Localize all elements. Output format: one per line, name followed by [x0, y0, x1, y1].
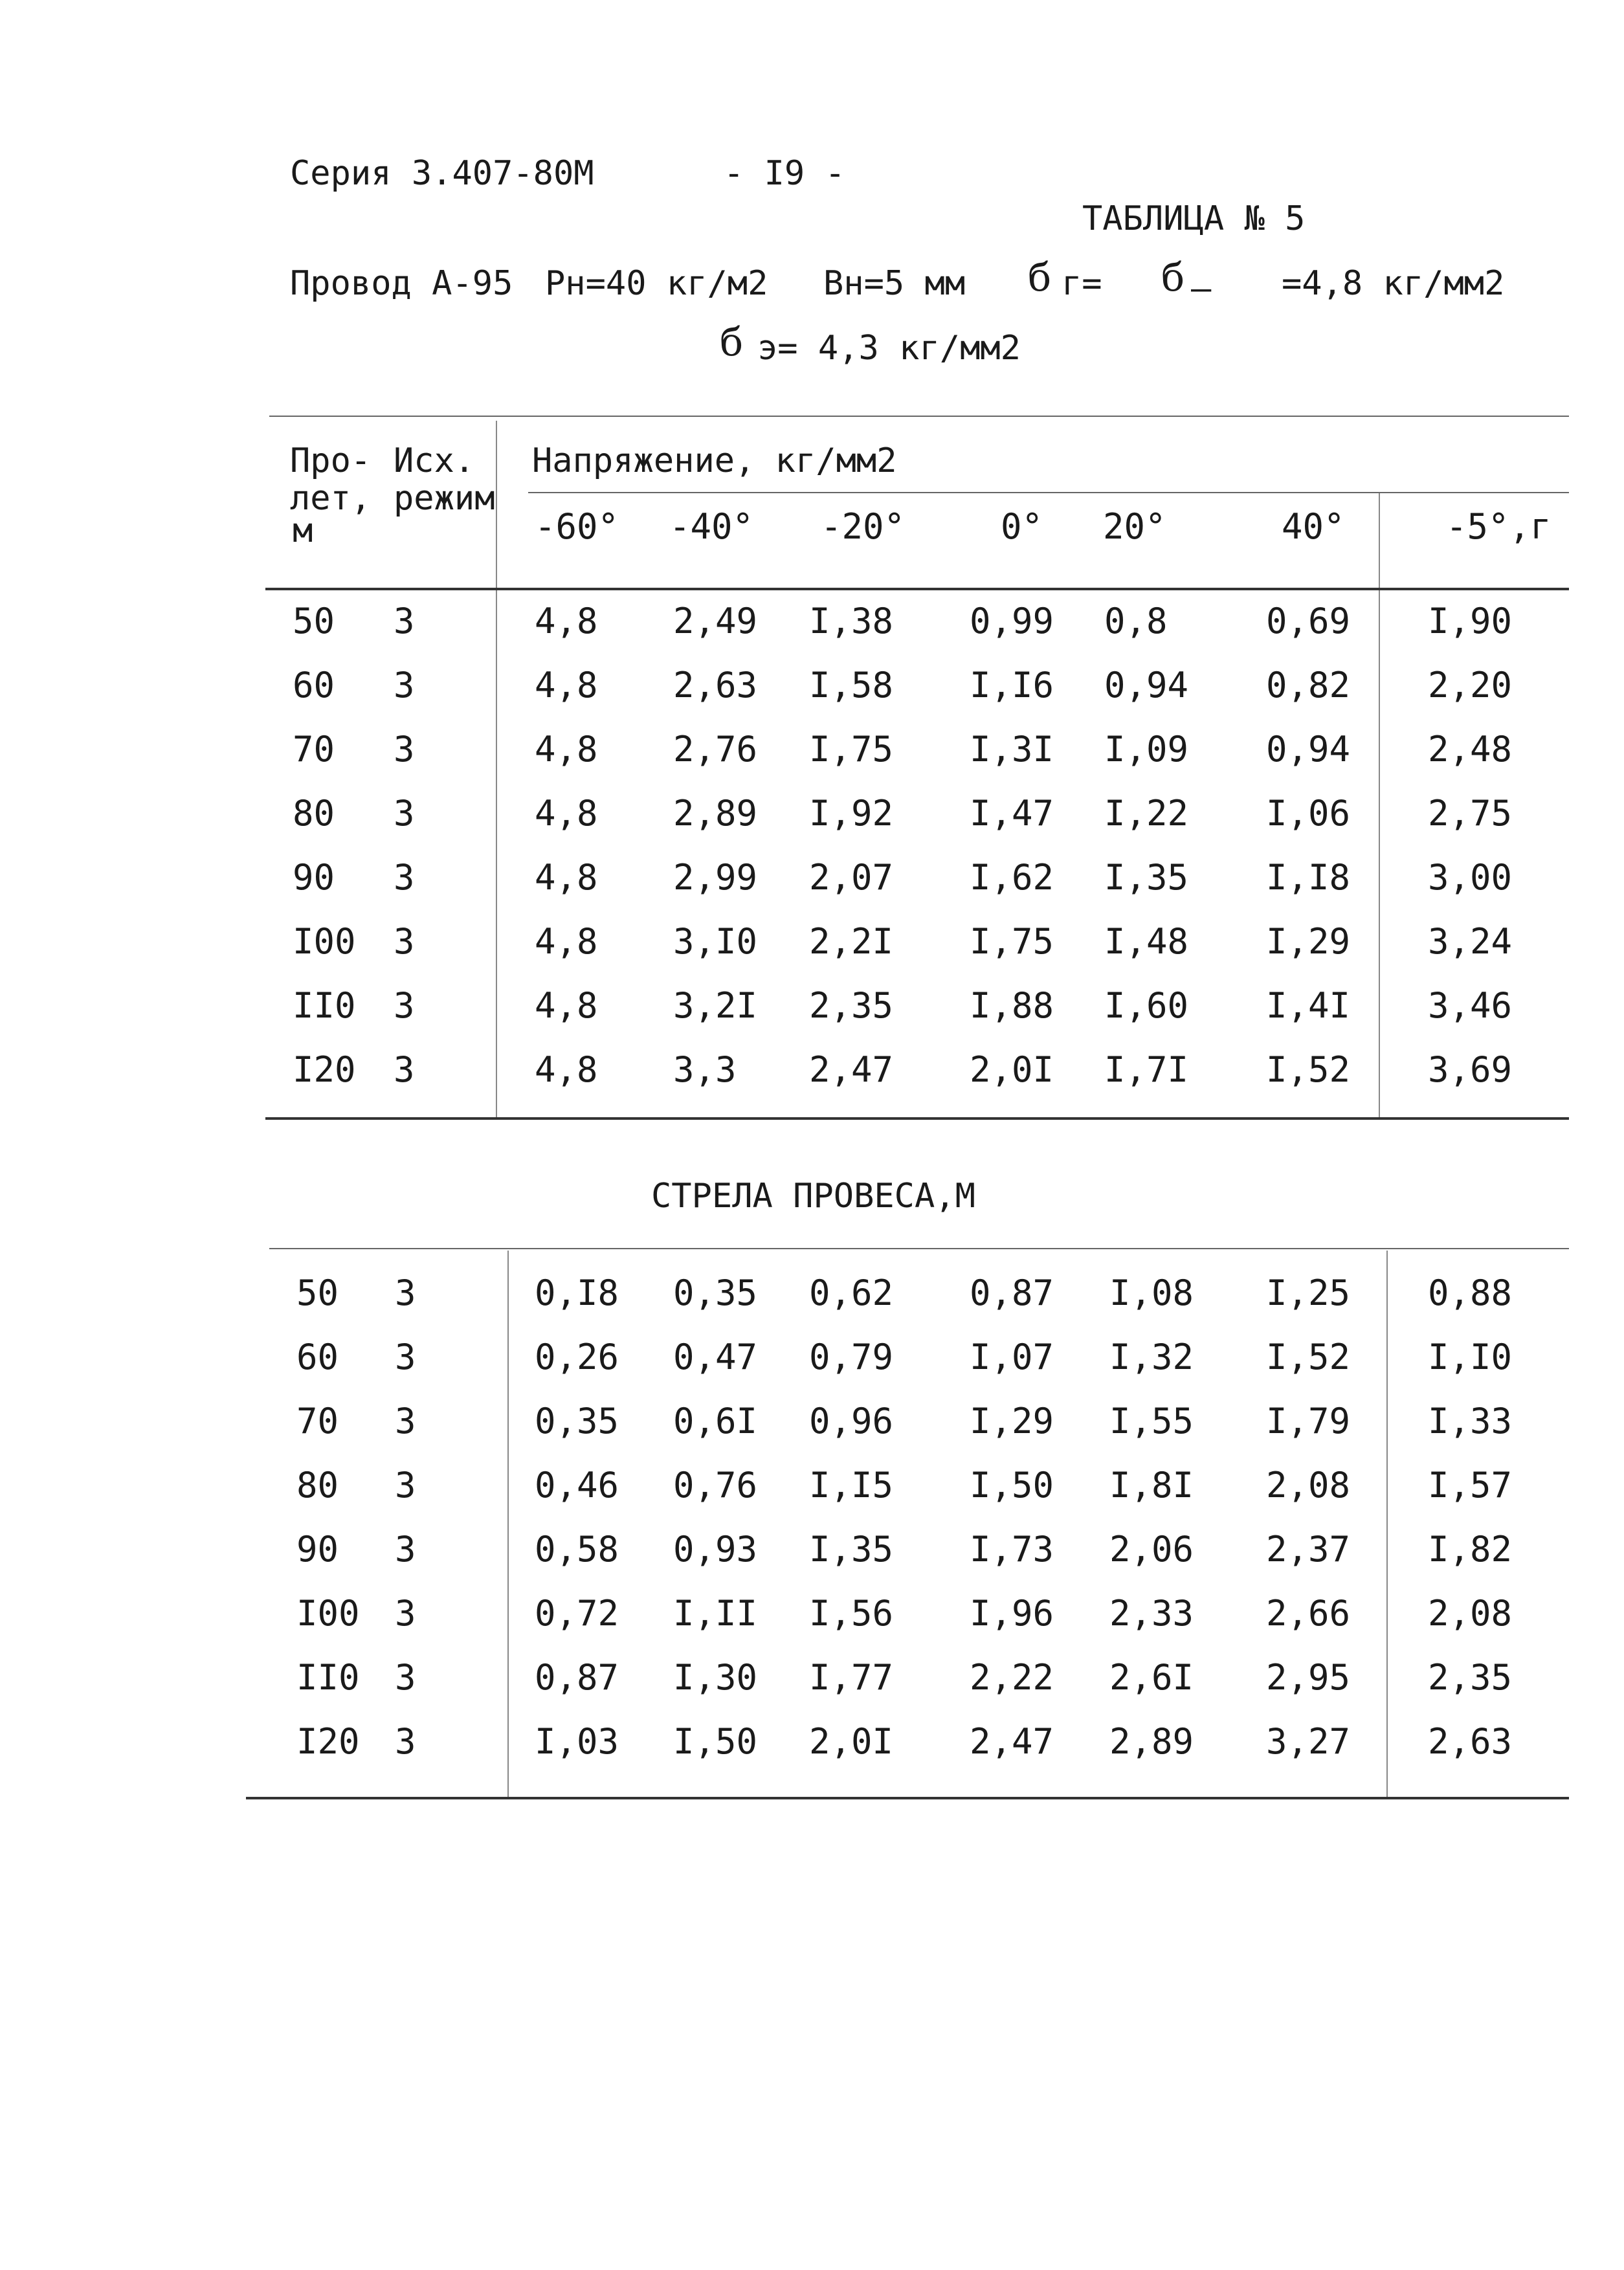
- table-cell: 0,47: [673, 1337, 758, 1377]
- table-cell: 0,58: [535, 1529, 619, 1570]
- table-cell: I,55: [1109, 1401, 1194, 1441]
- table-cell: 0,69: [1266, 601, 1351, 641]
- table-cell: 2,07: [809, 857, 894, 898]
- table-label: ТАБЛИЦА № 5: [1082, 199, 1306, 238]
- table-cell: II0: [293, 985, 356, 1026]
- table-cell: 3: [395, 1401, 416, 1441]
- table-cell: I,3I: [970, 729, 1054, 770]
- sigma-e-symbol: б: [720, 320, 744, 365]
- table-cell: I,56: [809, 1593, 894, 1634]
- table-cell: 0,96: [809, 1401, 894, 1441]
- table-cell: 4,8: [535, 601, 598, 641]
- table-cell: 4,8: [535, 665, 598, 706]
- table-cell: 60: [293, 665, 335, 706]
- table-cell: I,30: [673, 1657, 758, 1698]
- table-cell: I,8I: [1109, 1465, 1194, 1506]
- table-cell: I00: [293, 921, 356, 962]
- table-cell: 90: [296, 1529, 339, 1570]
- table-cell: I20: [296, 1721, 360, 1762]
- table-cell: I,75: [809, 729, 894, 770]
- table-cell: 2,95: [1266, 1657, 1351, 1698]
- table-cell: 3: [395, 1529, 416, 1570]
- table-cell: 0,35: [673, 1273, 758, 1313]
- sigma-g-label: г=: [1062, 264, 1102, 303]
- table-cell: 2,89: [673, 793, 758, 834]
- table-cell: 0,88: [1428, 1273, 1513, 1313]
- table-cell: I,7I: [1104, 1049, 1189, 1090]
- table-cell: I,92: [809, 793, 894, 834]
- table-cell: 80: [296, 1465, 339, 1506]
- table-cell: 2,48: [1428, 729, 1513, 770]
- table-cell: 3: [395, 1337, 416, 1377]
- sigma-g-symbol: б: [1028, 255, 1052, 300]
- sag-col-divider-left: [507, 1251, 509, 1798]
- table-cell: 0,72: [535, 1593, 619, 1634]
- temperature-header: 0°: [1001, 506, 1043, 547]
- temperature-header: -20°: [821, 506, 906, 547]
- sag-top-rule: [269, 1248, 1569, 1249]
- table-cell: 3: [394, 729, 415, 770]
- table-cell: 2,99: [673, 857, 758, 898]
- table-cell: 4,8: [535, 793, 598, 834]
- span-header-2: лет,: [290, 479, 372, 518]
- header-bottom-rule: [265, 588, 1569, 590]
- table-cell: 2,89: [1109, 1721, 1194, 1762]
- table-cell: 2,49: [673, 601, 758, 641]
- table-cell: I,29: [970, 1401, 1054, 1441]
- table-cell: I,48: [1104, 921, 1189, 962]
- table-cell: 2,76: [673, 729, 758, 770]
- table-cell: I,32: [1109, 1337, 1194, 1377]
- table-cell: 2,08: [1266, 1465, 1351, 1506]
- table-cell: 0,99: [970, 601, 1054, 641]
- stress-subrule: [528, 492, 1569, 493]
- table-cell: I,77: [809, 1657, 894, 1698]
- table-cell: 2,47: [809, 1049, 894, 1090]
- table-cell: 2,66: [1266, 1593, 1351, 1634]
- table-cell: I,22: [1104, 793, 1189, 834]
- table-cell: 3,46: [1428, 985, 1513, 1026]
- table-cell: I,52: [1266, 1337, 1351, 1377]
- table-cell: 4,8: [535, 729, 598, 770]
- table-cell: I,I0: [1428, 1337, 1513, 1377]
- table-cell: I,57: [1428, 1465, 1513, 1506]
- table-cell: 3: [394, 921, 415, 962]
- table-cell: I,73: [970, 1529, 1054, 1570]
- table-cell: 3: [395, 1721, 416, 1762]
- table-cell: 2,2I: [809, 921, 894, 962]
- table-cell: I,47: [970, 793, 1054, 834]
- table-cell: 3,27: [1266, 1721, 1351, 1762]
- table-cell: I,88: [970, 985, 1054, 1026]
- table-cell: 0,87: [535, 1657, 619, 1698]
- table-cell: 3: [395, 1273, 416, 1313]
- table-cell: 4,8: [535, 857, 598, 898]
- table-cell: 0,62: [809, 1273, 894, 1313]
- temperature-header: 20°: [1103, 506, 1166, 547]
- temperature-header: -40°: [669, 506, 754, 547]
- table-cell: I20: [293, 1049, 356, 1090]
- table-cell: 0,46: [535, 1465, 619, 1506]
- table-cell: 4,8: [535, 921, 598, 962]
- table-cell: 2,0I: [970, 1049, 1054, 1090]
- table-cell: 2,33: [1109, 1593, 1194, 1634]
- table-cell: 0,8: [1104, 601, 1168, 641]
- table-cell: I,35: [809, 1529, 894, 1570]
- sag-bottom-rule: [246, 1797, 1569, 1799]
- table-cell: I,58: [809, 665, 894, 706]
- table-cell: 3,24: [1428, 921, 1513, 962]
- table-cell: 2,0I: [809, 1721, 894, 1762]
- table-cell: I,75: [970, 921, 1054, 962]
- sag-title: СТРЕЛА ПРОВЕСА,М: [651, 1177, 975, 1216]
- conductor-label: Провод А-95: [290, 264, 513, 303]
- temperature-header: -60°: [535, 506, 619, 547]
- table-cell: 80: [293, 793, 335, 834]
- table-top-rule: [269, 416, 1569, 417]
- table-cell: I,50: [673, 1721, 758, 1762]
- table-cell: 0,I8: [535, 1273, 619, 1313]
- table-cell: I00: [296, 1593, 360, 1634]
- table-cell: 50: [293, 601, 335, 641]
- table-cell: I,I5: [809, 1465, 894, 1506]
- table-cell: I,29: [1266, 921, 1351, 962]
- table-cell: 2,35: [809, 985, 894, 1026]
- table-cell: 3: [395, 1465, 416, 1506]
- table-cell: I,35: [1104, 857, 1189, 898]
- table-cell: 3,2I: [673, 985, 758, 1026]
- table-cell: I,82: [1428, 1529, 1513, 1570]
- stress-bottom-rule: [265, 1117, 1569, 1120]
- page-number: - I9 -: [724, 154, 845, 193]
- table-cell: I,96: [970, 1593, 1054, 1634]
- table-cell: 4,8: [535, 985, 598, 1026]
- table-cell: 2,6I: [1109, 1657, 1194, 1698]
- table-cell: 2,08: [1428, 1593, 1513, 1634]
- table-cell: I,03: [535, 1721, 619, 1762]
- pn-label: Рн=40 кг/м2: [545, 264, 768, 303]
- table-cell: 2,06: [1109, 1529, 1194, 1570]
- table-cell: 50: [296, 1273, 339, 1313]
- table-cell: 3: [394, 793, 415, 834]
- table-cell: 0,87: [970, 1273, 1054, 1313]
- table-cell: 2,47: [970, 1721, 1054, 1762]
- col-divider-right: [1379, 492, 1380, 1117]
- span-header-3: м: [293, 511, 313, 550]
- mode-header-2: режим: [394, 479, 495, 518]
- table-cell: 70: [293, 729, 335, 770]
- table-cell: 3,3: [673, 1049, 737, 1090]
- sag-col-divider-right: [1386, 1251, 1388, 1798]
- table-cell: I,38: [809, 601, 894, 641]
- stress-title: Напряжение, кг/мм2: [532, 441, 897, 480]
- table-cell: 0,82: [1266, 665, 1351, 706]
- table-cell: 3: [394, 1049, 415, 1090]
- sigma-e-label: э= 4,3 кг/мм2: [757, 329, 1021, 368]
- table-cell: 90: [293, 857, 335, 898]
- table-cell: 2,63: [1428, 1721, 1513, 1762]
- table-cell: I,62: [970, 857, 1054, 898]
- sigma-minus-symbol: б: [1161, 255, 1185, 300]
- table-cell: 3: [394, 857, 415, 898]
- table-cell: 0,35: [535, 1401, 619, 1441]
- table-cell: 3: [395, 1593, 416, 1634]
- sigma-minus-label: –: [1191, 269, 1212, 308]
- table-cell: 70: [296, 1401, 339, 1441]
- table-cell: I,06: [1266, 793, 1351, 834]
- table-cell: 3,69: [1428, 1049, 1513, 1090]
- table-cell: 3: [394, 985, 415, 1026]
- temperature-header: -5°,г: [1446, 506, 1552, 547]
- table-cell: I,II: [673, 1593, 758, 1634]
- table-cell: I,50: [970, 1465, 1054, 1506]
- table-cell: I,79: [1266, 1401, 1351, 1441]
- table-cell: 3: [394, 601, 415, 641]
- table-cell: 3: [394, 665, 415, 706]
- temperature-header: 40°: [1282, 506, 1345, 547]
- table-cell: 2,37: [1266, 1529, 1351, 1570]
- bn-label: Вн=5 мм: [823, 264, 966, 303]
- table-cell: 2,22: [970, 1657, 1054, 1698]
- table-cell: I,60: [1104, 985, 1189, 1026]
- table-cell: I,4I: [1266, 985, 1351, 1026]
- col-divider-left: [496, 421, 497, 1117]
- table-cell: I,I8: [1266, 857, 1351, 898]
- span-header-1: Про-: [290, 441, 372, 480]
- table-cell: 0,26: [535, 1337, 619, 1377]
- table-cell: 0,79: [809, 1337, 894, 1377]
- table-cell: 0,76: [673, 1465, 758, 1506]
- mode-header-1: Исх.: [394, 441, 475, 480]
- table-cell: 2,20: [1428, 665, 1513, 706]
- table-cell: I,25: [1266, 1273, 1351, 1313]
- table-cell: 2,35: [1428, 1657, 1513, 1698]
- table-cell: 0,94: [1104, 665, 1189, 706]
- table-cell: 0,94: [1266, 729, 1351, 770]
- series-label: Серия 3.407-80М: [290, 154, 594, 193]
- table-cell: I,33: [1428, 1401, 1513, 1441]
- table-cell: 2,63: [673, 665, 758, 706]
- table-cell: II0: [296, 1657, 360, 1698]
- table-cell: 0,93: [673, 1529, 758, 1570]
- table-cell: I,08: [1109, 1273, 1194, 1313]
- table-cell: 3: [395, 1657, 416, 1698]
- table-cell: I,09: [1104, 729, 1189, 770]
- table-cell: I,90: [1428, 601, 1513, 641]
- table-cell: 2,75: [1428, 793, 1513, 834]
- table-cell: I,I6: [970, 665, 1054, 706]
- table-cell: 3,I0: [673, 921, 758, 962]
- table-cell: 60: [296, 1337, 339, 1377]
- table-cell: 0,6I: [673, 1401, 758, 1441]
- table-cell: 3,00: [1428, 857, 1513, 898]
- table-cell: 4,8: [535, 1049, 598, 1090]
- table-cell: I,52: [1266, 1049, 1351, 1090]
- sigma-value: =4,8 кг/мм2: [1282, 264, 1505, 303]
- table-cell: I,07: [970, 1337, 1054, 1377]
